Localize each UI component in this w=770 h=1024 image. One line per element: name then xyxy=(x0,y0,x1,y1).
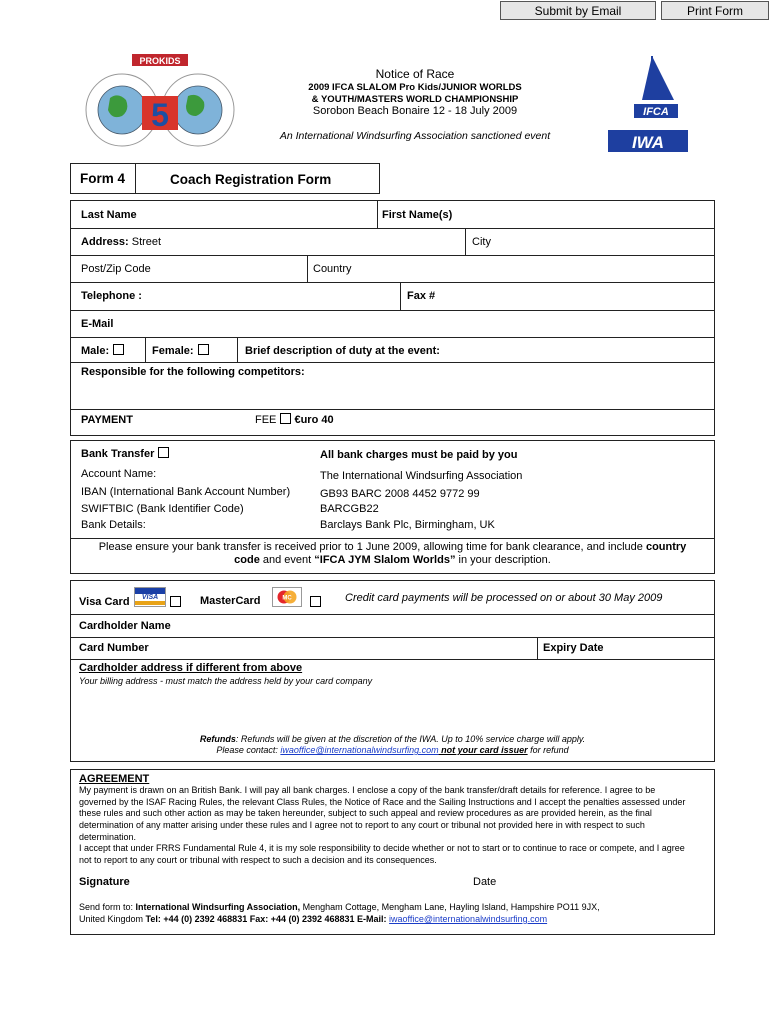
ifca-logo xyxy=(628,52,684,120)
country-field[interactable]: Country xyxy=(313,263,352,275)
male-option[interactable]: Male: xyxy=(81,344,124,357)
fee-checkbox[interactable] xyxy=(280,413,291,424)
date-field[interactable]: Date xyxy=(473,876,497,888)
first-name-field[interactable]: First Name(s) xyxy=(382,209,453,221)
form-number: Form 4 xyxy=(80,171,126,186)
card-processing-note: Credit card payments will be processed on or about 30 May 2009 xyxy=(345,592,663,604)
visa-checkbox[interactable] xyxy=(170,596,181,607)
swift-label: SWIFTBIC (Bank Identifier Code) xyxy=(81,503,244,515)
telephone-field[interactable]: Telephone : xyxy=(81,290,142,302)
iban-label: IBAN (International Bank Account Number) xyxy=(81,486,291,498)
svg-text:5: 5 xyxy=(151,97,169,133)
payment-label: PAYMENT xyxy=(81,414,133,426)
email-field[interactable]: E-Mail xyxy=(81,318,114,330)
event-title-line2: & YOUTH/MASTERS WORLD CHAMPIONSHIP xyxy=(311,94,519,105)
iwa-logo xyxy=(606,128,690,154)
street-field[interactable]: Address: Street xyxy=(81,236,162,248)
female-option[interactable]: Female: xyxy=(152,344,209,357)
refunds-contact: Please contact: iwaoffice@internationalwindsurfing.com not your card issuer for refund xyxy=(216,745,569,755)
svg-text:PROKIDS: PROKIDS xyxy=(139,56,181,66)
agreement-paragraph-2: I accept that under FRRS Fundamental Rule 4, it is my sole responsibility to decide whether or not to start or to continue to race or compete, and I agree not to report to any court or tribunal with respect to such a decision and its consequences. xyxy=(79,843,685,865)
bank-charges-note: All bank charges must be paid by you xyxy=(320,449,518,461)
account-name-value: The International Windsurfing Association xyxy=(320,470,523,482)
card-number-field[interactable]: Card Number xyxy=(79,642,149,654)
event-title-line1: 2009 IFCA SLALOM Pro Kids/JUNIOR WORLDS xyxy=(308,82,522,93)
send-form-line2: United Kingdom Tel: +44 (0) 2392 468831 Fax: +44 (0) 2392 468831 E-Mail: iwaoffice@internationalwindsurfing.com xyxy=(79,914,548,924)
fax-field[interactable]: Fax # xyxy=(407,290,436,302)
visa-card-label: Visa Card xyxy=(79,596,130,608)
print-form-button[interactable]: Print Form xyxy=(661,1,769,20)
event-location: Sorobon Beach Bonaire 12 - 18 July 2009 xyxy=(312,105,518,117)
notice-title: Notice of Race xyxy=(375,67,455,81)
championship-logo xyxy=(80,52,240,152)
cardholder-address-field[interactable]: Cardholder address if different from above xyxy=(79,662,303,674)
mastercard-checkbox[interactable] xyxy=(310,596,321,607)
responsible-competitors-field[interactable]: Responsible for the following competitors: xyxy=(81,366,305,378)
duty-description-field[interactable]: Brief description of duty at the event: xyxy=(245,345,440,357)
bank-note-line2: code and event “IFCA JYM Slalom Worlds” in your description. xyxy=(234,554,551,566)
mastercard-logo xyxy=(272,587,302,607)
agreement-paragraph-1: My payment is drawn on an British Bank. I will pay all bank charges. I enclose a copy of the bank transfer/draft details for reference. I agree to be governed by the ISAF Racing Rules, the relevant Class Rules, the Notice of Race and the Sailing Instructions and I accept the penalties assessed under these rules and such other action as may be taken hereunder, subject to such appeal and review procedures as are provided herein, as the final determination of any matter arising under these rules and I agree not to report to any court or tribunal not provided here in with respect to such determination. xyxy=(79,785,686,842)
male-checkbox[interactable] xyxy=(113,344,124,355)
iwa-email-link[interactable]: iwaoffice@internationalwindsurfing.com xyxy=(389,914,548,924)
bank-details-label: Bank Details: xyxy=(81,519,146,531)
refund-contact-email-link[interactable]: iwaoffice@internationalwindsurfing.com xyxy=(280,745,439,755)
svg-text:MC: MC xyxy=(282,595,292,602)
send-form-line1: Send form to: International Windsurfing Association, Mengham Cottage, Mengham Lane, Hayling Island, Hampshire PO11 9JX, xyxy=(79,902,600,912)
form-title: Coach Registration Form xyxy=(170,172,332,187)
fee-option[interactable]: FEE €uro 40 xyxy=(255,414,334,426)
bank-details-value: Barclays Bank Plc, Birmingham, UK xyxy=(320,519,495,531)
visa-logo: VISA xyxy=(134,587,166,607)
bank-transfer-checkbox[interactable] xyxy=(158,447,169,458)
submit-by-email-button[interactable]: Submit by Email xyxy=(500,1,656,20)
billing-address-note: Your billing address - must match the address held by your card company xyxy=(79,676,373,686)
personal-details-box xyxy=(70,200,715,436)
refunds-note: Refunds: Refunds will be given at the discretion of the IWA. Up to 10% service charge will apply. xyxy=(199,734,586,744)
city-field[interactable]: City xyxy=(472,236,491,248)
bank-transfer-option[interactable]: Bank Transfer xyxy=(81,447,169,460)
iban-value: GB93 BARC 2008 4452 9772 99 xyxy=(320,488,480,500)
mastercard-label: MasterCard xyxy=(200,595,261,607)
cardholder-name-field[interactable]: Cardholder Name xyxy=(79,620,171,632)
female-checkbox[interactable] xyxy=(198,344,209,355)
expiry-date-field[interactable]: Expiry Date xyxy=(543,642,604,654)
last-name-field[interactable]: Last Name xyxy=(81,209,137,221)
svg-text:IWA: IWA xyxy=(631,133,665,152)
account-name-label: Account Name: xyxy=(81,468,157,480)
postzip-field[interactable]: Post/Zip Code xyxy=(81,263,151,275)
svg-text:IFCA: IFCA xyxy=(643,106,669,118)
agreement-title: AGREEMENT xyxy=(79,773,150,785)
swift-value: BARCGB22 xyxy=(320,503,379,515)
sanction-note: An International Windsurfing Association sanctioned event xyxy=(279,130,551,142)
signature-field[interactable]: Signature xyxy=(79,876,130,888)
bank-note-line1: Please ensure your bank transfer is received prior to 1 June 2009, allowing time for bank clearance, and include country xyxy=(98,541,687,553)
